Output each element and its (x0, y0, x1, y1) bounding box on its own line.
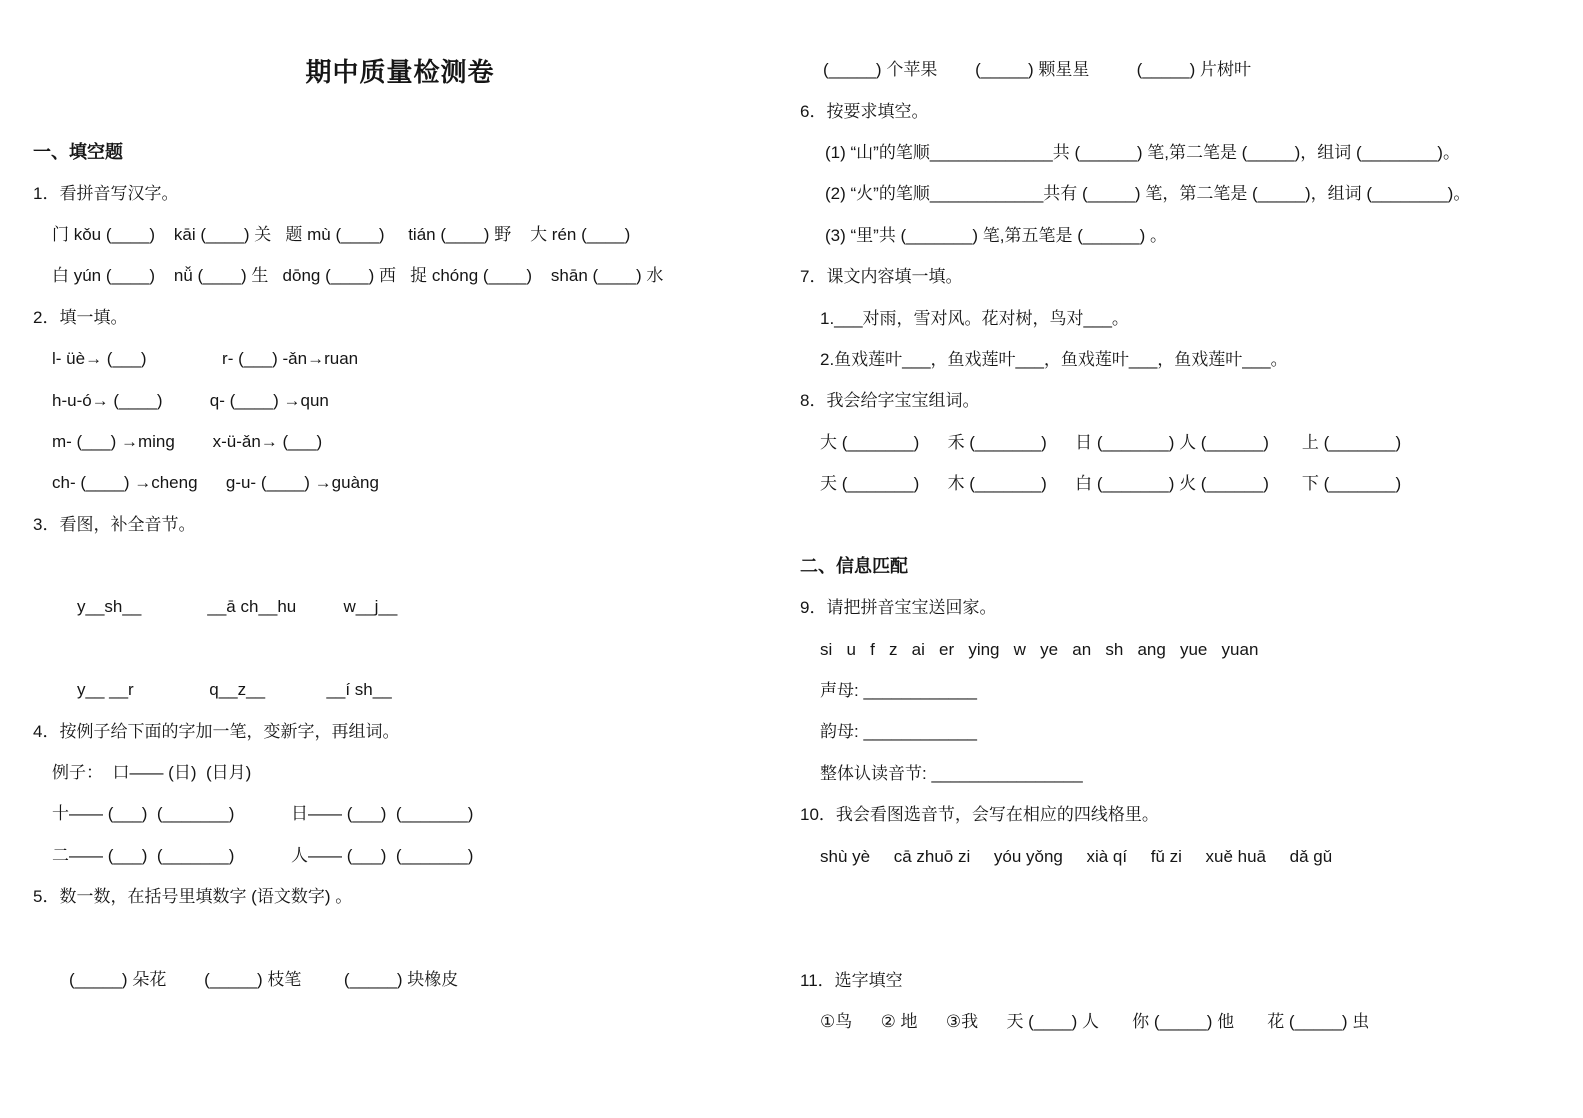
q8-line-1: 大 (_______) 禾 (_______) 日 (_______) 人 (______) 上 (_______) (820, 432, 1402, 452)
q9-zhengti-line: 整体认读音节: ________________ (820, 763, 1083, 783)
q3-syllables-row-1: y__sh__ __ā ch__hu w__j__ (77, 597, 398, 617)
right-column (800, 49, 1583, 1042)
q8-line-2: 天 (_______) 木 (_______) 白 (_______) 火 (______) 下 (_______) (820, 474, 1402, 494)
q5-label: 5．数一数，在括号里填数字 (语文数字) 。 (33, 887, 353, 907)
q9-label: 9．请把拼音宝宝送回家。 (800, 598, 997, 618)
q7-line-1: 1.___对雨，雪对风。花对树，鸟对___。 (820, 308, 1129, 328)
q11-label: 11．选字填空 (800, 970, 903, 990)
q7-label: 7．课文内容填一填。 (800, 267, 963, 287)
left-column (33, 131, 778, 1000)
q9-shengmu-line: 声母: ____________ (820, 681, 977, 701)
section-1-header: 一、填空题 (33, 141, 123, 162)
q2-line-2: h-u-ó→ (____) q- (____) →qun (52, 390, 329, 410)
q2-line-4: ch- (____) →cheng g-u- (____) →guàng (52, 473, 379, 493)
q6-label: 6．按要求填空。 (800, 101, 929, 121)
q4-label: 4．按例子给下面的字加一笔，变新字，再组词。 (33, 721, 400, 741)
q4-line-2: 二—— (___) (_______) 人—— (___) (_______) (52, 845, 474, 865)
q4-example: 例子： 口—— (日) (日月) (52, 763, 252, 783)
q11-line: ①鸟 ② 地 ③我 天 (____) 人 你 (_____) 他 花 (_____) 虫 (820, 1012, 1370, 1032)
q2-label: 2．填一填。 (33, 307, 128, 327)
section-2-header: 二、信息匹配 (800, 556, 908, 577)
q1-label: 1．看拼音写汉字。 (33, 183, 179, 203)
q6-item-1: (1) “山”的笔顺_____________共 (______) 笔,第二笔是 (_____)，组词 (________)。 (825, 142, 1460, 162)
q1-pinyin-line-2: 白 yún (____) nǚ (____) 生 dōng (____) 西 捉 chóng (____) shān (____) 水 (52, 266, 664, 286)
q10-syllable-bank: shù yè cā zhuō zi yóu yǒng xià qí fǔ zi xuě huā dǎ gǔ (820, 846, 1333, 866)
q9-yunmu-line: 韵母: ____________ (820, 722, 977, 742)
q4-line-1: 十—— (___) (_______) 日—— (___) (_______) (52, 804, 474, 824)
q3-label: 3．看图，补全音节。 (33, 514, 196, 534)
q10-label: 10．我会看图选音节，会写在相应的四线格里。 (800, 805, 1159, 825)
q2-line-1: l- üè→ (___) r- (___) -ǎn→ruan (52, 349, 359, 369)
q7-line-2: 2.鱼戏莲叶___，鱼戏莲叶___，鱼戏莲叶___，鱼戏莲叶___。 (820, 349, 1288, 369)
q2-line-3: m- (___) →ming x-ü-ǎn→ (___) (52, 431, 323, 451)
page-title: 期中质量检测卷 (305, 57, 495, 87)
q6-item-2: (2) “火”的笔顺____________共有 (_____) 笔，第二笔是 (_____)，组词 (________)。 (825, 184, 1471, 204)
q8-label: 8．我会给字宝宝组词。 (800, 391, 980, 411)
q5-count-line: (_____) 朵花 (_____) 枝笔 (_____) 块橡皮 (69, 970, 459, 989)
q5-count-line-continued: (_____) 个苹果 (_____) 颗星星 (_____) 片树叶 (823, 60, 1251, 80)
q6-item-3: (3) “里”共 (_______) 笔,第五笔是 (______) 。 (825, 225, 1167, 245)
q3-syllables-row-2: y__ __r q__z__ __í sh__ (77, 680, 392, 700)
q1-pinyin-line-1: 门 kǒu (____) kāi (____) 关 题 mù (____) tián (____) 野 大 rén (____) (52, 224, 631, 244)
q9-syllable-bank: si u f z ai er ying w ye an sh ang yue yuan (820, 639, 1259, 659)
